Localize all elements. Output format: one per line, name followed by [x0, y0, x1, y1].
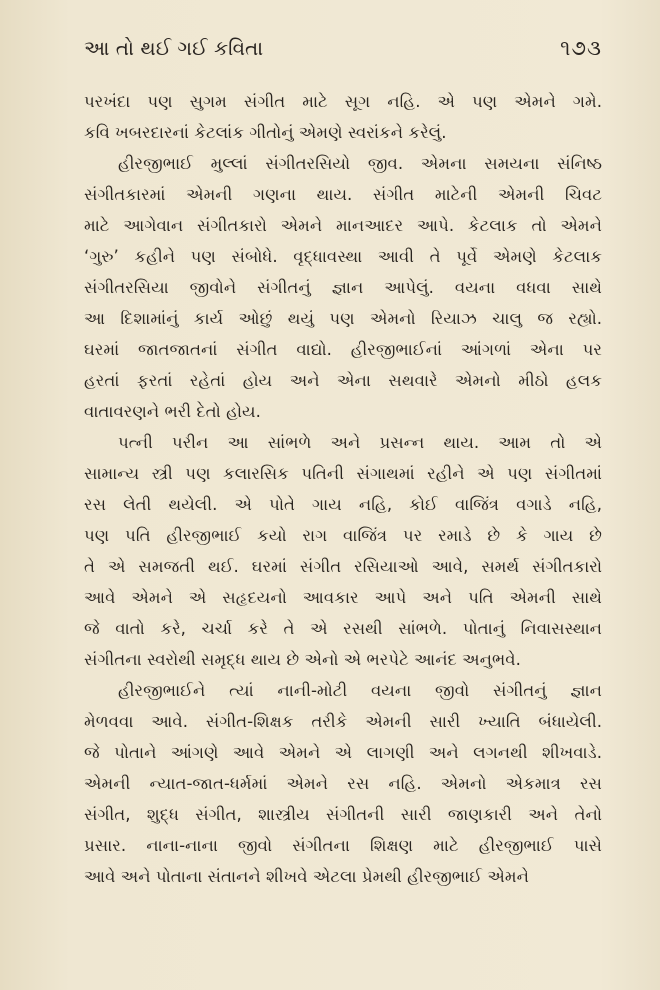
text-line: એમની ન્યાત-જાત-ધર્મમાં એમને રસ નહિ. એમનો એકમાત્ર રસ — [84, 774, 602, 793]
body-text — [84, 86, 602, 892]
text-line: વાતાવરણને ભરી દેતો હોય. — [84, 402, 261, 421]
text-line: આવે એમને એ સહૃદયનો આવકાર આપે અને પતિ એમની સાથે — [84, 588, 602, 607]
text-line: જે વાતો કરે, ચર્ચા કરે તે એ રસથી સાંભળે. પોતાનું નિવાસસ્થાન — [84, 619, 602, 638]
text-line: હીરજીભાઈને ત્યાં નાની-મોટી વયના જીવો સંગીતનું જ્ઞાન — [118, 681, 602, 700]
chapter-title: આ તો થઈ ગઈ કવિતા — [84, 36, 264, 60]
text-line: સંગીત, શુદ્ધ સંગીત, શાસ્ત્રીય સંગીતની સારી જાણકારી અને તેનો — [84, 805, 602, 824]
paragraph — [84, 86, 602, 148]
text-line: તે એ સમજતી થઈ. ઘરમાં સંગીત રસિયાઓ આવે, સમર્થ સંગીતકારો — [84, 557, 602, 576]
text-line: પણ પતિ હીરજીભાઈ કયો રાગ વાજિંત્ર પર રમાડે છે કે ગાય છે — [84, 526, 602, 545]
text-line: પત્ની પરીન આ સાંભળે અને પ્રસન્ન થાય. આમ તો એ — [118, 433, 602, 452]
text-line: કવિ ખબરદારનાં કેટલાંક ગીતોનું એમણે સ્વરાંકને કરેલું. — [84, 123, 447, 142]
running-head — [84, 36, 602, 76]
text-line: રસ લેતી થયેલી. એ પોતે ગાય નહિ, કોઈ વાજિંત્ર વગાડે નહિ, — [84, 495, 602, 514]
text-line: માટે આગેવાન સંગીતકારો એમને માનઆદર આપે. કેટલાક તો એમને — [84, 216, 602, 235]
text-line: ઘરમાં જાતજાતનાં સંગીત વાદ્યો. હીરજીભાઈનાં આંગળાં એના પર — [84, 340, 602, 359]
text-line: આવે અને પોતાના સંતાનને શીખવે એટલા પ્રેમથી હીરજીભાઈ એમને — [84, 867, 529, 886]
paragraph — [84, 148, 602, 427]
text-line: ‘ગુરુ’ કહીને પણ સંબોધે. વૃદ્ધાવસ્થા આવી તે પૂર્વે એમણે કેટલાક — [84, 247, 602, 266]
text-line: સામાન્ય સ્ત્રી પણ કલારસિક પતિની સંગાથમાં રહીને એ પણ સંગીતમાં — [84, 464, 602, 483]
text-line: પરખંદા પણ સુગમ સંગીત માટે સૂગ નહિ. એ પણ એમને ગમે. — [84, 92, 602, 111]
text-line: સંગીતના સ્વરોથી સમૃદ્ધ થાય છે એનો એ ભરપેટે આનંદ અનુભવે. — [84, 650, 521, 669]
text-line: હીરજીભાઈ મુલ્લાં સંગીતરસિયો જીવ. એમના સમયના સંનિષ્ઠ — [118, 154, 602, 173]
paragraph — [84, 675, 602, 892]
text-line: આ દિશામાંનું કાર્ય ઓછું થયું પણ એમનો રિયાઝ ચાલુ જ રહ્યો. — [84, 309, 602, 328]
text-line: મેળવવા આવે. સંગીત-શિક્ષક તરીકે એમની સારી ખ્યાતિ બંધાયેલી. — [84, 712, 602, 731]
text-line: પ્રસાર. નાના-નાના જીવો સંગીતના શિક્ષણ માટે હીરજીભાઈ પાસે — [84, 836, 602, 855]
text-line: જે પોતાને આંગણે આવે એમને એ લાગણી અને લગનથી શીખવાડે. — [84, 743, 602, 762]
paragraph — [84, 427, 602, 675]
text-line: સંગીતકારમાં એમની ગણના થાય. સંગીત માટેની એમની ચિવટ — [84, 185, 602, 204]
text-line: હરતાં ફરતાં રહેતાં હોય અને એના સથવારે એમનો મીઠો હલક — [84, 371, 602, 390]
text-line: સંગીતરસિયા જીવોને સંગીતનું જ્ઞાન આપેલું. વયના વધવા સાથે — [84, 278, 602, 297]
page-number: ૧૭૩ — [560, 36, 602, 60]
